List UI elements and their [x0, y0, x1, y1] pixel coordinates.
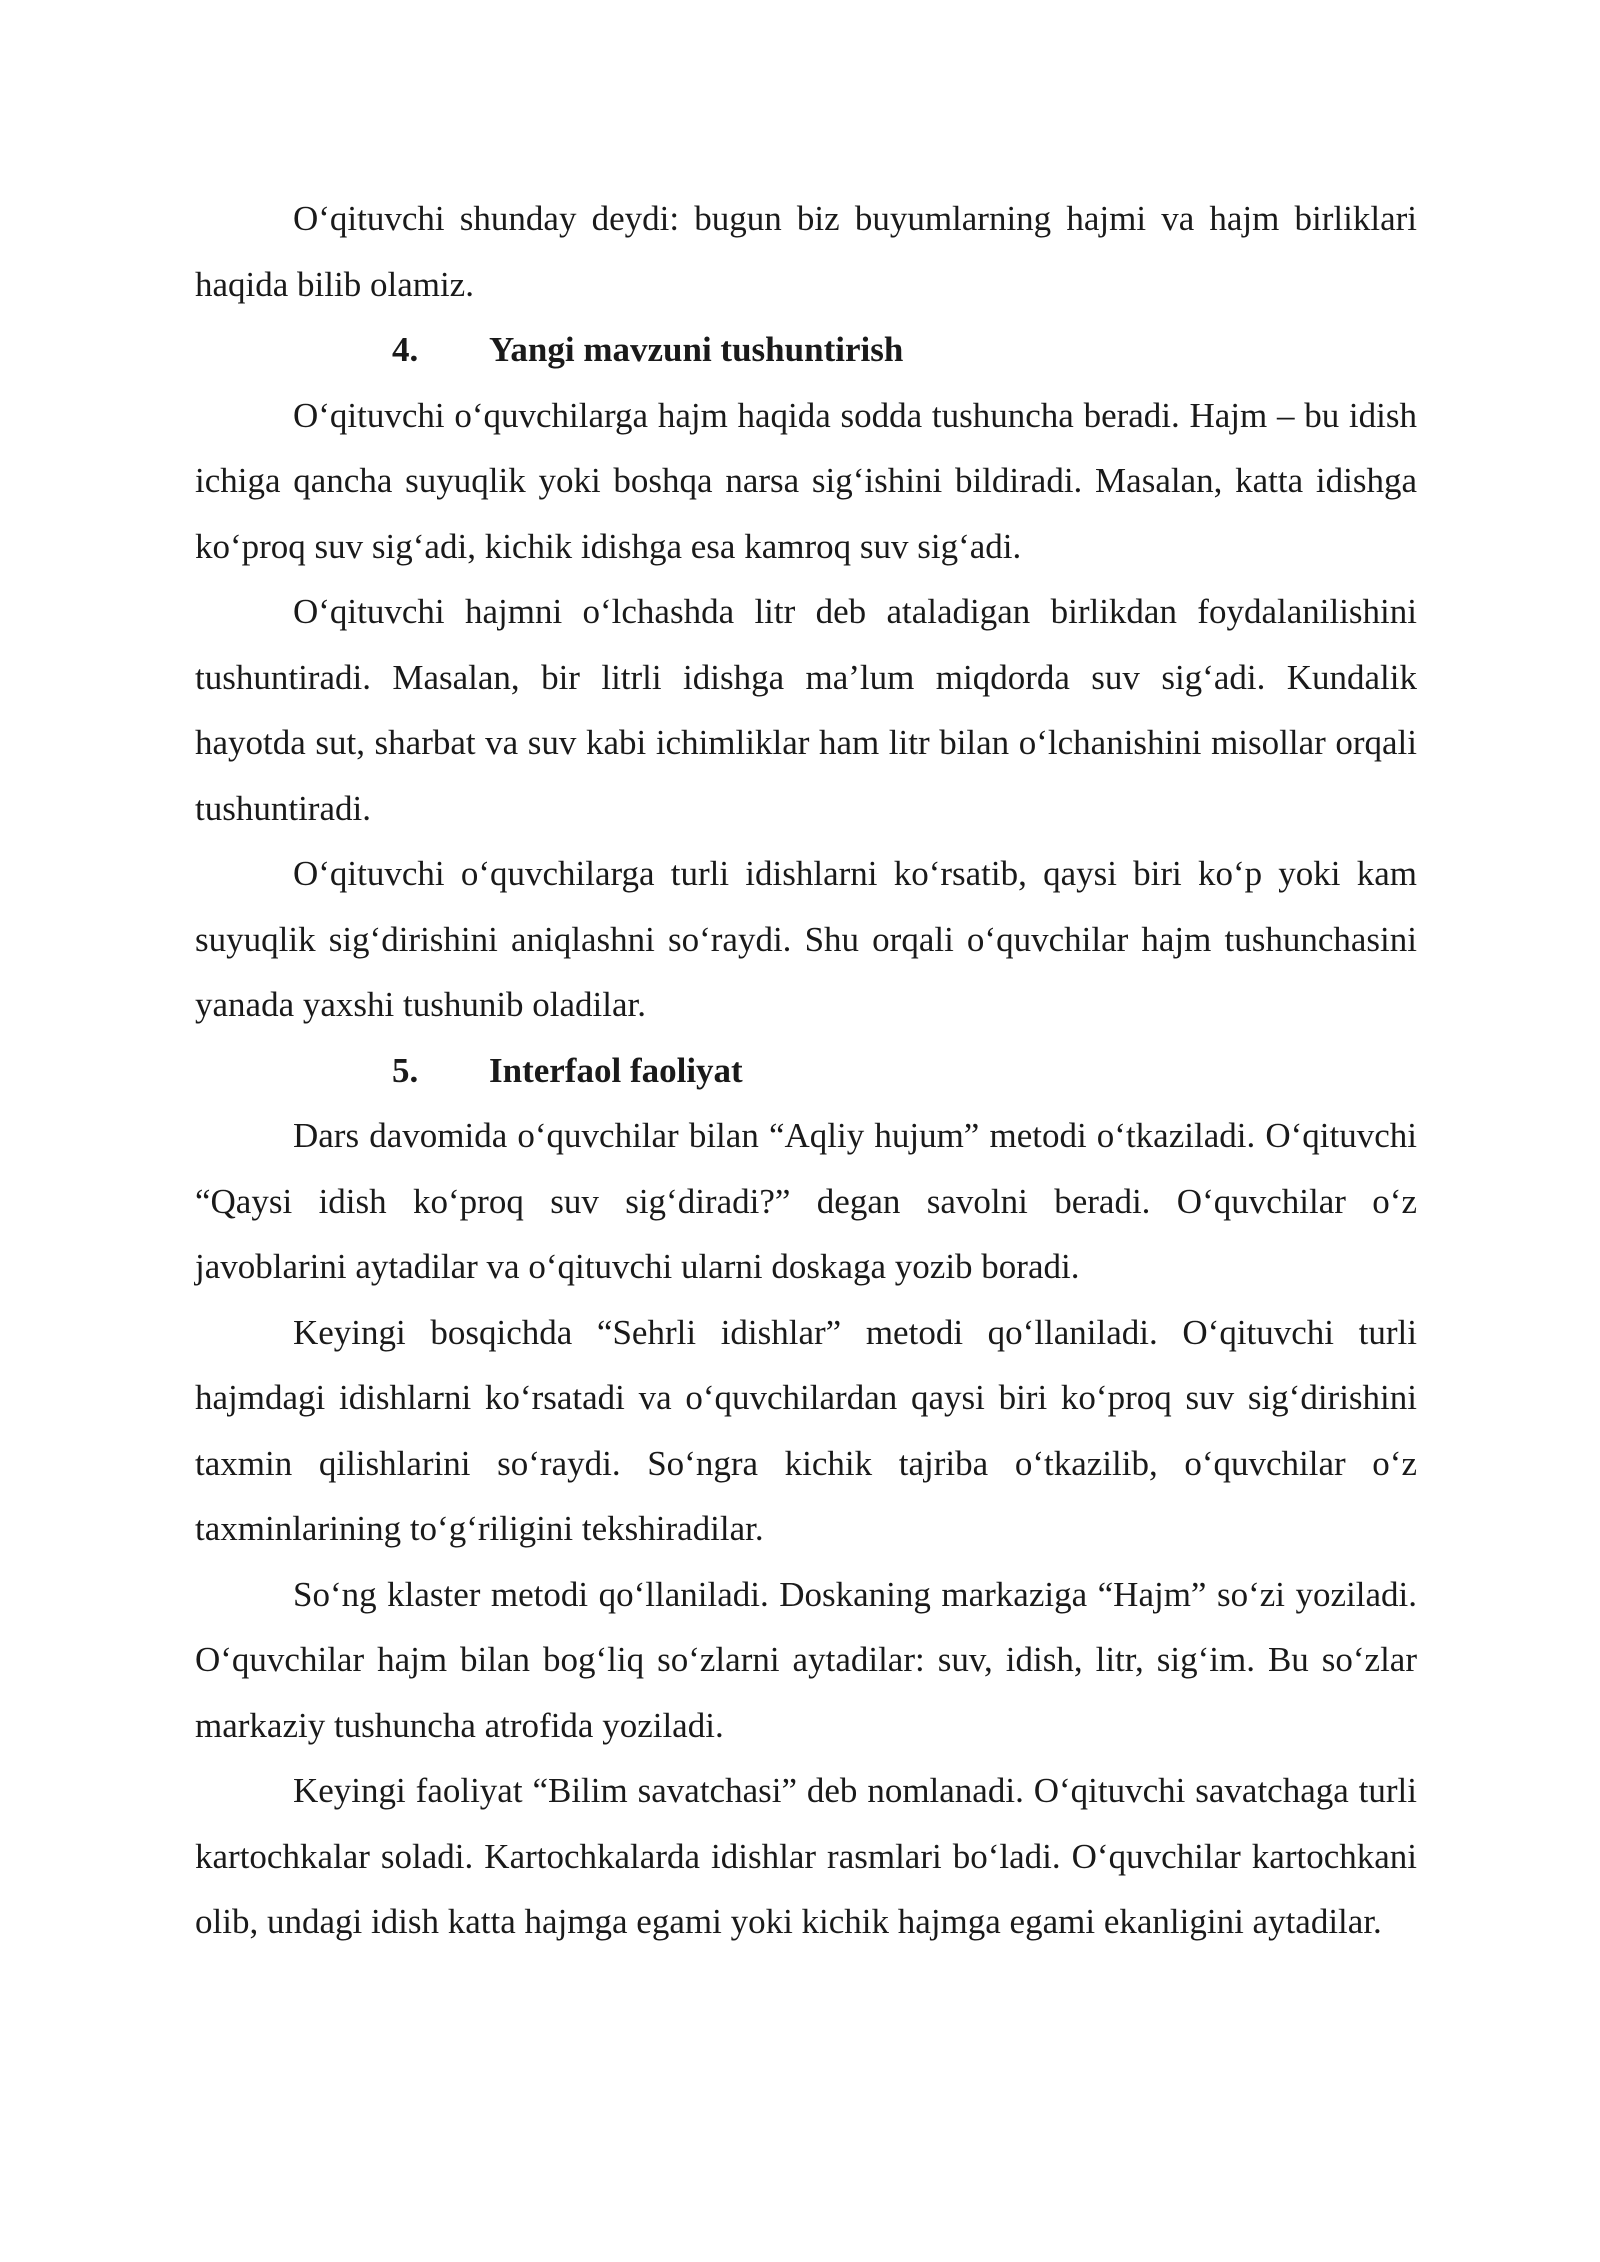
paragraph: So‘ng klaster metodi qo‘llaniladi. Doskaning markaziga “Hajm” so‘zi yoziladi. O‘quvchilar hajm bilan bog‘liq so‘zlarni aytadilar: suv, idish, litr, sig‘im. Bu so‘zlar markaziy tushuncha atrofida yoziladi.: [195, 1574, 1417, 1745]
document-page: [195, 186, 1417, 1955]
section-heading: [195, 1038, 1417, 1104]
paragraph: Dars davomida o‘quvchilar bilan “Aqliy hujum” metodi o‘tkaziladi. O‘qituvchi “Qaysi idish ko‘proq suv sig‘diradi?” degan savolni beradi. O‘quvchilar o‘z javoblarini aytadilar va o‘qituvchi ularni doskaga yozib boradi.: [195, 1116, 1417, 1286]
section-title: Interfaol faoliyat: [489, 1050, 743, 1090]
paragraph: O‘qituvchi shunday deydi: bugun biz buyumlarning hajmi va hajm birliklari haqida bilib olamiz.: [195, 199, 1417, 304]
section-number: 5.: [392, 1050, 419, 1090]
paragraph: Keyingi faoliyat “Bilim savatchasi” deb nomlanadi. O‘qituvchi savatchaga turli kartochkalar soladi. Kartochkalarda idishlar rasmlari bo‘ladi. O‘quvchilar kartochkani olib, undagi idish katta hajmga egami yoki kichik hajmga egami ekanligini aytadilar.: [195, 1771, 1417, 1941]
section-heading: [195, 317, 1417, 383]
paragraph: O‘qituvchi hajmni o‘lchashda litr deb ataladigan birlikdan foydalanilishini tushuntiradi. Masalan, bir litrli idishga ma’lum miqdorda suv sig‘adi. Kundalik hayotda sut, sharbat va suv kabi ichimliklar ham litr bilan o‘lchanishini misollar orqali tushuntiradi.: [195, 592, 1417, 828]
section-number: 4.: [392, 330, 419, 369]
paragraph: O‘qituvchi o‘quvchilarga turli idishlarni ko‘rsatib, qaysi biri ko‘p yoki kam suyuqlik sig‘dirishini aniqlashni so‘raydi. Shu orqali o‘quvchilar hajm tushunchasini yanada yaxshi tushunib oladilar.: [195, 854, 1417, 1024]
section-title: Yangi mavzuni tushuntirish: [489, 330, 904, 369]
paragraph: O‘qituvchi o‘quvchilarga hajm haqida sodda tushuncha beradi. Hajm – bu idish ichiga qancha suyuqlik yoki boshqa narsa sig‘ishini bildiradi. Masalan, katta idishga ko‘proq suv sig‘adi, kichik idishga esa kamroq suv sig‘adi.: [195, 395, 1417, 566]
paragraph: Keyingi bosqichda “Sehrli idishlar” metodi qo‘llaniladi. O‘qituvchi turli hajmdagi idishlarni ko‘rsatadi va o‘quvchilardan qaysi biri ko‘proq suv sig‘dirishini taxmin qilishlarini so‘raydi. So‘ngra kichik tajriba o‘tkazilib, o‘quvchilar o‘z taxminlarining to‘g‘riligini tekshiradilar.: [195, 1312, 1417, 1548]
